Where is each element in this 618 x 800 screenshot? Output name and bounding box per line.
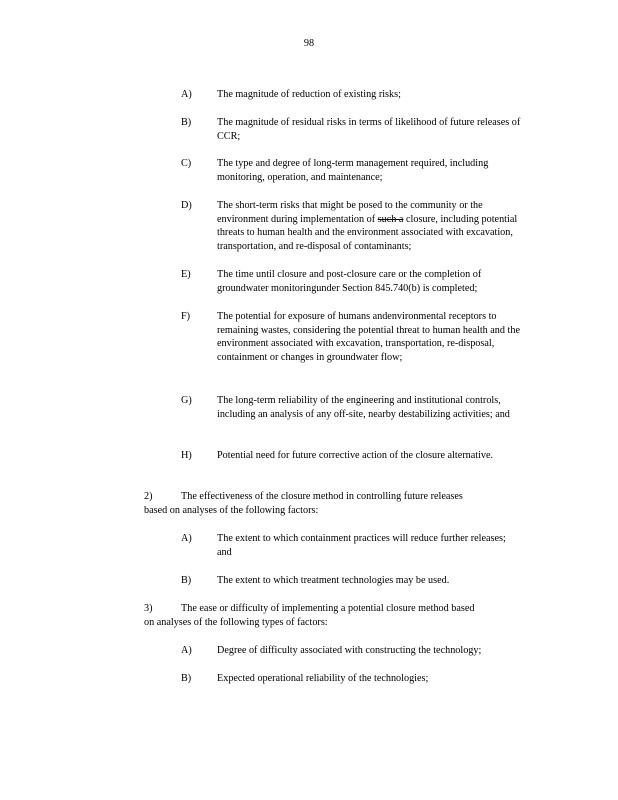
item-text: The magnitude of reduction of existing risks; — [217, 89, 401, 100]
item-text: The extent to which containment practices will reduce further releases; and — [217, 533, 506, 558]
item-text: The extent to which treatment technologies may be used. — [217, 575, 450, 586]
item-label: E) — [181, 269, 191, 280]
item-text: The type and degree of long-term management required, including monitoring, operation, and maintenance; — [217, 158, 489, 183]
item-label: C) — [181, 158, 192, 169]
item-text: The long-term reliability of the engineering and institutional controls, including an analysis of any off-site, nearby destabilizing activities; and — [217, 395, 510, 420]
item-text: The ease or difficulty of implementing a potential closure method based — [181, 603, 475, 614]
item-label: D) — [181, 200, 192, 211]
item-label: 3) — [144, 603, 153, 614]
item-label: B) — [181, 117, 192, 128]
item-text: Degree of difficulty associated with constructing the technology; — [217, 645, 482, 656]
item-label: 2) — [144, 491, 153, 502]
item-text-continued: based on analyses of the following factors: — [144, 504, 319, 516]
item-label: B) — [181, 673, 192, 684]
item-label: A) — [181, 89, 192, 100]
struck-text: such a — [377, 213, 404, 225]
item-text: Expected operational reliability of the technologies; — [217, 673, 429, 684]
item-label: F) — [181, 311, 191, 322]
item-text — [217, 199, 535, 253]
item-text: The magnitude of residual risks in terms of likelihood of future releases of CCR; — [217, 117, 521, 142]
item-label: A) — [181, 645, 192, 656]
item-text: The effectiveness of the closure method in controlling future releases — [181, 491, 463, 502]
item-label: A) — [181, 533, 192, 544]
item-label: B) — [181, 575, 192, 586]
item-text: Potential need for future corrective action of the closure alternative. — [217, 450, 494, 461]
item-label: G) — [181, 395, 192, 406]
item-text-after: closure, including potential threats to human health and the environment associated with excavation, transportation, and re-disposal of contaminants; — [217, 213, 518, 252]
item-text: The potential for exposure of humans andenvironmental receptors to remaining wastes, considering the potential threat to human health and the environment associated with excavation, transportation, re-disposal, containment or changes in groundwater flow; — [217, 311, 520, 363]
item-text-continued: on analyses of the following types of factors: — [144, 616, 328, 628]
item-text: The time until closure and post-closure care or the completion of groundwater monitoringunder Section 845.740(b) is completed; — [217, 269, 482, 294]
item-label: H) — [181, 450, 192, 461]
item-text-before: The short-term risks that might be posed to the community or the environment during implementation of — [217, 200, 483, 225]
page-number: 98 — [303, 38, 315, 49]
